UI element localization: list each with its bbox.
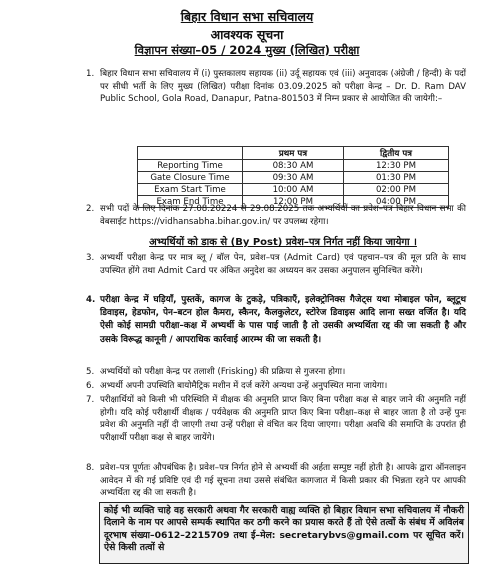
exam-schedule-table (137, 146, 449, 208)
table-row (138, 184, 449, 196)
item-text: परीक्षार्थियों को किसी भी परिस्थिति में वीक्षक की अनुमति प्राप्त किए बिना परीक्षा कक्ष से बाहर जाने की अनुमति नहीं होगी। यदि कोई परीक्षार्थी वीक्षक / पर्यवेक्षक की अनुमति प्राप्त किए बिना परीक्षा–कक्ष से बाहर जाता है तो उन्हें पुनः प्रवेश की अनुमति नहीं दी जाएगी तथा उन्हें परीक्षा से वंचित कर दिया जाएगा। परीक्षा अवधि की समाप्ति के उपरांत ही परीक्षार्थी परीक्षा कक्ष से बाहर जायेंगे। (100, 395, 466, 443)
table-cell: 04:00 PM (344, 196, 449, 208)
item-text: अभ्यर्थी अपनी उपस्थिति बायोमैट्रिक मशीन में दर्ज करेंगे अन्यथा उन्हें अनुपस्थित माना जायेगा। (100, 381, 388, 391)
item-number: 4. (86, 295, 96, 305)
table-cell: Exam End Time (138, 196, 243, 208)
table-cell: 02:00 PM (344, 184, 449, 196)
table-cell: 09:30 AM (243, 172, 344, 184)
table-cell: 10:00 AM (243, 184, 344, 196)
table-cell: 08:30 AM (243, 160, 344, 172)
item-text: परीक्षा केन्द्र में घड़ियाँ, पुस्तकें, कागज के टुकड़े, पत्रिकाएँ, इलेक्ट्रोनिक्स गैजेट्स यथा मोबाइल फोन, ब्लूटूथ डिवाइस, हेडफोन, पेन–बटन होल कैमरा, स्कैनर, कैलकुलेटर, स्टोरेज डिवाइस आदि लाना सख्त वर्जित है। यदि ऐसी कोई सामग्री परीक्षा–कक्ष में अभ्यर्थी के पास पाई जाती है तो उसकी अभ्यर्थिता रद्द की जा सकती है और उसके विरूद्ध कानूनी / आपराधिक कार्रवाई आरम्भ की जा सकती है। (100, 295, 466, 345)
table-row (138, 160, 449, 172)
item-text: अभ्यर्थी परीक्षा केन्द्र पर मात्र ब्लू / बॉल पेन, प्रवेश–पत्र (Admit Card) एवं पहचान–पत्र की मूल प्रति के साथ उपस्थित होंगे तथा Admit Card पर अंकित अनुदेश का अध्ययन कर उसका अनुपालन सुनिश्चित करेंगे। (100, 253, 466, 276)
item-text: बिहार विधान सभा सचिवालय में (i) पुस्तकालय सहायक (ii) उर्दू सहायक एवं (iii) अनुवादक (अंग्रेजी / हिन्दी) के पदों पर सीधी भर्ती के लिए मुख्य (लिखित) परीक्षा दिनांक 03.09.2025 को परीक्षा केन्द्र – Dr. D. Ram DAV Public School, Gola Road, Danapur, Patna-801503 में निम्न प्रकार से आयोजित की जायेगी:– (100, 69, 466, 105)
fraud-warning-box: कोई भी व्यक्ति चाहे वह सरकारी अथवा गैर सरकारी वाह्य व्यक्ति हो बिहार विधान सभा सचिवालय में नौकरी दिलाने के नाम पर आपसे सम्पर्क स्थापित कर ठगी करने का प्रयास करते हैं तो ऐसे तत्वों के संबंध में अविलंब दूरभाष संख्या–0612–2215709 तथा ई–मेल: secretarybvs@gmail.com पर सूचित करें। ऐसे किसी तत्वों से (99, 502, 469, 564)
item-number: 6. (86, 381, 95, 391)
table-header-cell (138, 147, 243, 160)
item-text: सभी पदों के लिए दिनांक 27.08.20224 से 29.08.2025 तक अभ्यर्थियों का प्रवेश–पत्र बिहार विधान सभा की वेबसाईट https://vidhansabha.bihar.gov.in/ पर उपलब्ध रहेगा। (100, 204, 466, 227)
table-cell: 12:30 PM (344, 160, 449, 172)
table-header-row (138, 147, 449, 160)
item-number: 3. (86, 253, 95, 263)
advertisement-number: विज्ञापन संख्या–05 / 2024 मुख्य (लिखित) परीक्षा (134, 43, 360, 57)
table-cell: 12:00 PM (243, 196, 344, 208)
table-cell: Exam Start Time (138, 184, 243, 196)
table-header-cell: प्रथम पत्र (243, 147, 344, 160)
table-cell: Gate Closure Time (138, 172, 243, 184)
table-cell: 01:30 PM (344, 172, 449, 184)
item-number: 5. (86, 367, 95, 377)
item-text: अभ्यर्थियों को परीक्षा केन्द्र पर तलाशी (Frisking) की प्रक्रिया से गुजरना होगा। (100, 367, 346, 377)
no-post-admit-card-notice: अभ्यर्थियों को डाक से (By Post) प्रवेश–पत्र निर्गत नहीं किया जायेगा । (149, 237, 417, 248)
item-text: प्रवेश–पत्र पूर्णतः औपबंधिक है। प्रवेश–पत्र निर्गत होने से अभ्यर्थी की अर्हता सम्पुष्ट नहीं होती है। आपके द्वारा ऑनलाइन आवेदन में की गई प्रविष्टि एवं दी गई सूचना तथा उससे संबंधित कागजात में किसी प्रकार की भिन्नता रहने पर आपकी अभ्यर्थिता रद्द की जा सकती है। (100, 463, 466, 499)
office-title: बिहार विधान सभा सचिवालय (180, 9, 314, 24)
item-number: 2. (86, 204, 95, 214)
item-number: 7. (86, 395, 95, 405)
item-number: 1. (86, 69, 95, 79)
item-number: 8. (86, 463, 95, 473)
notice-subtitle: आवश्यक सूचना (210, 27, 284, 42)
table-row (138, 172, 449, 184)
table-cell: Reporting Time (138, 160, 243, 172)
table-header-cell: द्वितीय पत्र (344, 147, 449, 160)
